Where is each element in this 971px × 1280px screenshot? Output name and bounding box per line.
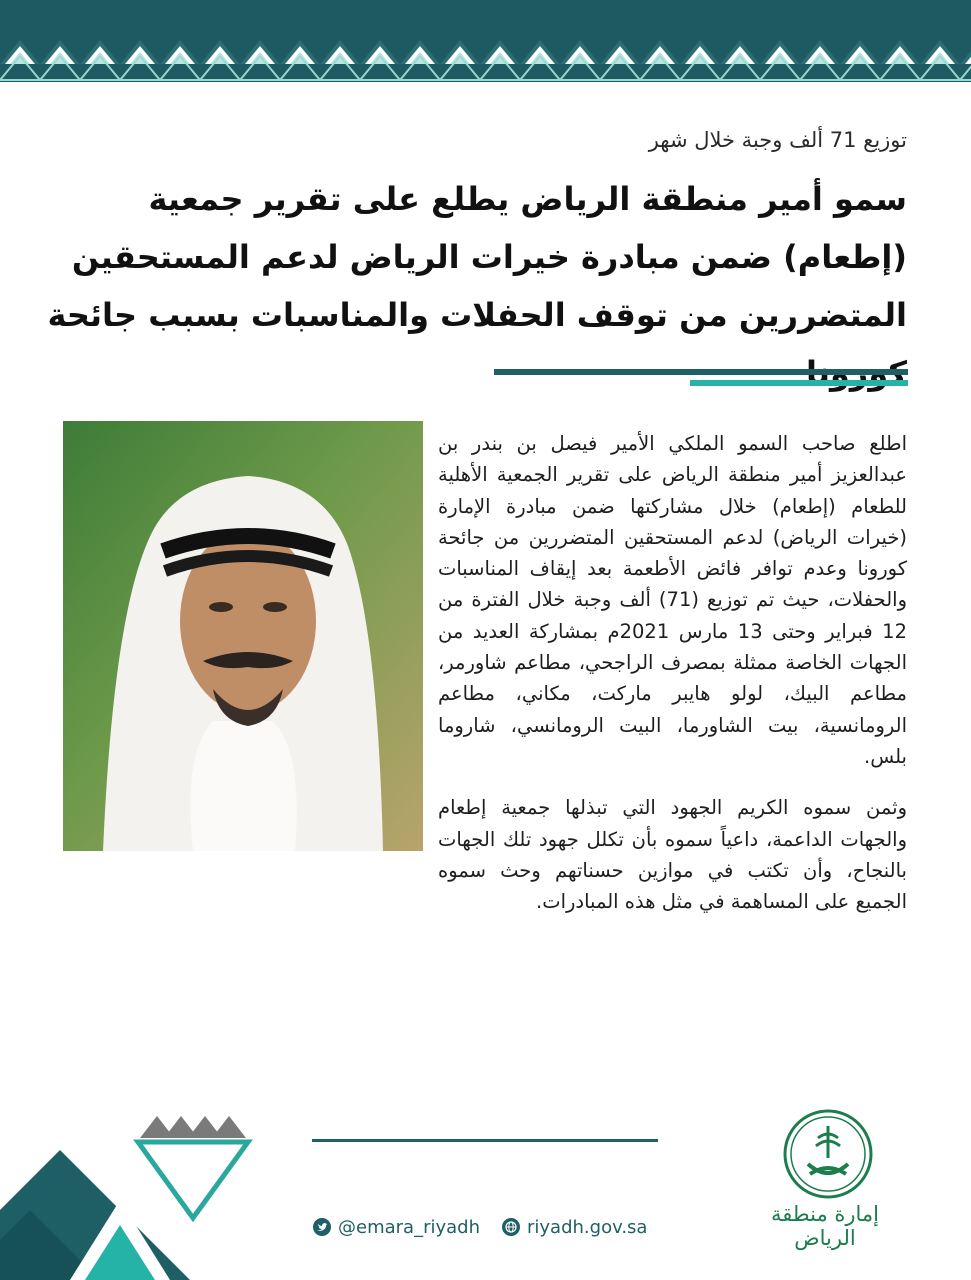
- footer-social-links: [313, 1213, 647, 1241]
- article-body: [63, 428, 907, 917]
- article-paragraph-2: وثمن سموه الكريم الجهود التي تبذلها جمعية إطعام والجهات الداعمة، داعياً سموه بأن تكلل جهود تلك الجهات بالنجاح، وأن تكتب في موازين حسناتهم وحث سموه الجميع على المساهمة في مثل هذه المبادرات.: [438, 796, 907, 914]
- header-decorative-band: [0, 0, 971, 88]
- emblem-label: إمارة منطقة الرياض: [771, 1202, 879, 1250]
- footer-divider: [312, 1139, 658, 1142]
- globe-icon: [502, 1218, 520, 1236]
- footer-decorative-triangles: [0, 1100, 280, 1280]
- twitter-icon: [313, 1218, 331, 1236]
- website-url: riyadh.gov.sa: [527, 1216, 648, 1238]
- riyadh-emirate-emblem-icon: [782, 1108, 874, 1200]
- article-paragraph-1: اطلع صاحب السمو الملكي الأمير فيصل بن بندر بن عبدالعزيز أمير منطقة الرياض على تقرير الجمعية الأهلية للطعام (إطعام) خلال مشاركتها ضمن مبادرة الإمارة (خيرات الرياض) لدعم المستحقين المتضررين من جائحة كورونا وعدم توافر فائض الأطعمة بعد إيقاف المناسبات والحفلات، حيث تم توزيع (71) ألف وجبة خلال الفترة من 12 فبراير وحتى 13 مارس 2021م بمشاركة العديد من الجهات الخاصة ممثلة بمصرف الراجحي، مطاعم شاورمر، مطاعم البيك، لولو هايبر ماركت، مكاني، مطاعم الرومانسية، بيت الشاورما، البيت الرومانسي، شاروما بلس.: [438, 432, 907, 768]
- twitter-handle: @emara_riyadh: [338, 1216, 480, 1238]
- twitter-link[interactable]: [313, 1217, 480, 1238]
- article-headline: سمو أمير منطقة الرياض يطلع على تقرير جمعية (إطعام) ضمن مبادرة خيرات الرياض لدعم المستحقين المتضررين من توقف الحفلات والمناسبات بسبب جائحة: [47, 180, 907, 334]
- photo-text-wrap-spacer: [63, 428, 438, 886]
- title-divider-accent: [690, 380, 908, 386]
- website-link[interactable]: [502, 1217, 647, 1238]
- title-divider-dark: [494, 369, 908, 375]
- article-kicker: توزيع 71 ألف وجبة خلال شهر: [648, 128, 907, 152]
